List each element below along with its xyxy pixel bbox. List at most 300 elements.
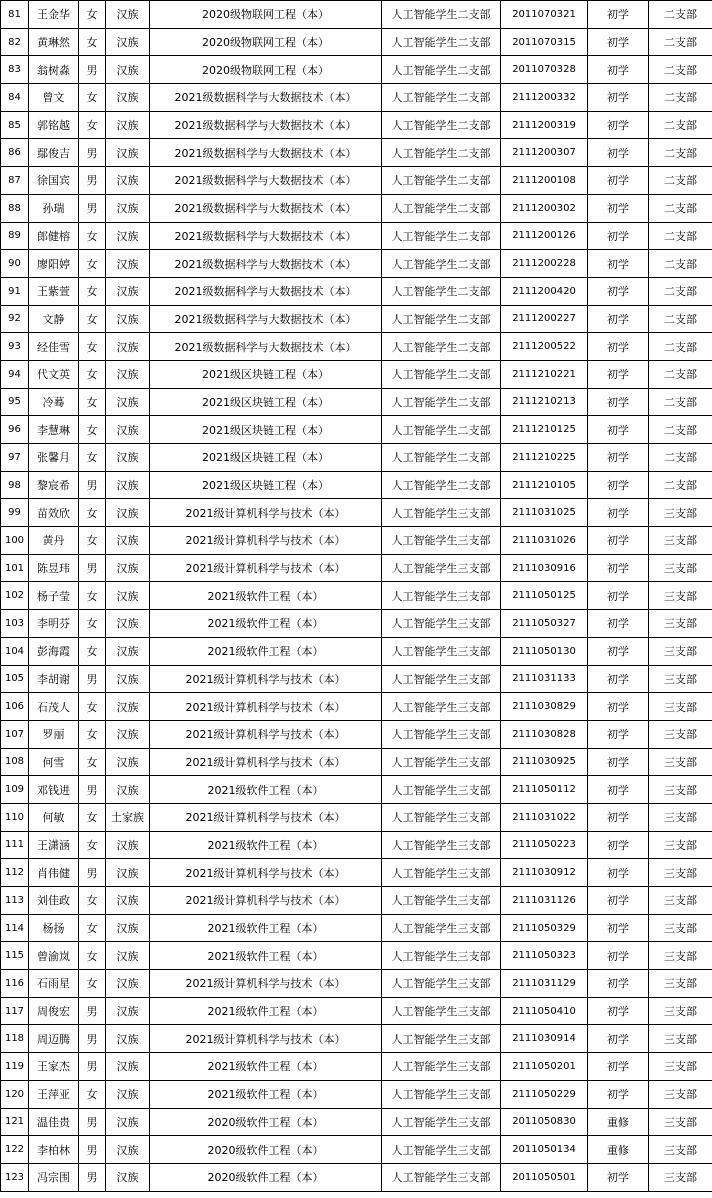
gender-cell: 女 (79, 1, 106, 29)
gender-cell: 女 (79, 1080, 106, 1108)
ethnicity-cell: 汉族 (106, 1, 150, 29)
gender-cell: 女 (79, 84, 106, 112)
row-index-cell: 109 (1, 776, 29, 804)
party-branch-cell: 人工智能学生二支部 (382, 388, 501, 416)
study-status-cell: 初学 (588, 748, 649, 776)
student-name-cell: 翁树淼 (29, 56, 79, 84)
gender-cell: 女 (79, 720, 106, 748)
ethnicity-cell: 汉族 (106, 28, 150, 56)
row-index-cell: 120 (1, 1080, 29, 1108)
branch-short-cell: 二支部 (649, 222, 712, 250)
row-index-cell: 98 (1, 471, 29, 499)
class-name-cell: 2021级数据科学与大数据技术（本） (150, 139, 382, 167)
branch-short-cell: 三支部 (649, 720, 712, 748)
row-index-cell: 93 (1, 333, 29, 361)
study-status-cell: 初学 (588, 167, 649, 195)
table-row (1, 970, 712, 998)
gender-cell: 男 (79, 167, 106, 195)
party-branch-cell: 人工智能学生三支部 (382, 1163, 501, 1191)
row-index-cell: 102 (1, 582, 29, 610)
gender-cell: 女 (79, 970, 106, 998)
row-index-cell: 85 (1, 111, 29, 139)
table-row (1, 1, 712, 29)
party-branch-cell: 人工智能学生三支部 (382, 997, 501, 1025)
student-id-cell: 2111050223 (501, 831, 588, 859)
table-row (1, 471, 712, 499)
gender-cell: 女 (79, 582, 106, 610)
row-index-cell: 104 (1, 637, 29, 665)
gender-cell: 男 (79, 859, 106, 887)
student-id-cell: 2111050201 (501, 1053, 588, 1081)
row-index-cell: 106 (1, 693, 29, 721)
class-name-cell: 2021级区块链工程（本） (150, 444, 382, 472)
study-status-cell: 初学 (588, 914, 649, 942)
table-row (1, 776, 712, 804)
ethnicity-cell: 汉族 (106, 887, 150, 915)
row-index-cell: 84 (1, 84, 29, 112)
table-row (1, 693, 712, 721)
gender-cell: 女 (79, 333, 106, 361)
ethnicity-cell: 汉族 (106, 471, 150, 499)
study-status-cell: 初学 (588, 859, 649, 887)
student-name-cell: 王紫萱 (29, 277, 79, 305)
gender-cell: 女 (79, 803, 106, 831)
gender-cell: 女 (79, 277, 106, 305)
student-name-cell: 苗效欣 (29, 499, 79, 527)
table-row (1, 1136, 712, 1164)
student-id-cell: 2111031129 (501, 970, 588, 998)
student-name-cell: 代文英 (29, 360, 79, 388)
class-name-cell: 2021级数据科学与大数据技术（本） (150, 111, 382, 139)
gender-cell: 女 (79, 610, 106, 638)
table-row (1, 887, 712, 915)
party-branch-cell: 人工智能学生三支部 (382, 859, 501, 887)
ethnicity-cell: 汉族 (106, 222, 150, 250)
class-name-cell: 2021级数据科学与大数据技术（本） (150, 250, 382, 278)
class-name-cell: 2020级物联网工程（本） (150, 1, 382, 29)
table-row (1, 111, 712, 139)
table-row (1, 803, 712, 831)
student-name-cell: 杨扬 (29, 914, 79, 942)
branch-short-cell: 二支部 (649, 139, 712, 167)
study-status-cell: 初学 (588, 333, 649, 361)
student-name-cell: 石茂人 (29, 693, 79, 721)
class-name-cell: 2021级计算机科学与技术（本） (150, 887, 382, 915)
row-index-cell: 113 (1, 887, 29, 915)
gender-cell: 女 (79, 693, 106, 721)
party-branch-cell: 人工智能学生二支部 (382, 56, 501, 84)
student-name-cell: 郎健榕 (29, 222, 79, 250)
table-row (1, 305, 712, 333)
study-status-cell: 初学 (588, 444, 649, 472)
study-status-cell: 初学 (588, 942, 649, 970)
class-name-cell: 2021级计算机科学与技术（本） (150, 803, 382, 831)
ethnicity-cell: 汉族 (106, 748, 150, 776)
table-row (1, 84, 712, 112)
class-name-cell: 2021级计算机科学与技术（本） (150, 527, 382, 555)
ethnicity-cell: 汉族 (106, 1025, 150, 1053)
ethnicity-cell: 汉族 (106, 167, 150, 195)
gender-cell: 男 (79, 139, 106, 167)
table-row (1, 831, 712, 859)
ethnicity-cell: 汉族 (106, 582, 150, 610)
student-id-cell: 2111031133 (501, 665, 588, 693)
table-row (1, 554, 712, 582)
gender-cell: 女 (79, 499, 106, 527)
student-id-cell: 2011070321 (501, 1, 588, 29)
party-branch-cell: 人工智能学生三支部 (382, 499, 501, 527)
class-name-cell: 2021级计算机科学与技术（本） (150, 693, 382, 721)
student-name-cell: 郭铭越 (29, 111, 79, 139)
study-status-cell: 初学 (588, 1080, 649, 1108)
student-name-cell: 李明芬 (29, 610, 79, 638)
study-status-cell: 初学 (588, 527, 649, 555)
party-branch-cell: 人工智能学生三支部 (382, 720, 501, 748)
ethnicity-cell: 汉族 (106, 610, 150, 638)
student-name-cell: 刘佳政 (29, 887, 79, 915)
class-name-cell: 2021级区块链工程（本） (150, 360, 382, 388)
table-row (1, 1053, 712, 1081)
table-row (1, 250, 712, 278)
student-name-cell: 王金华 (29, 1, 79, 29)
class-name-cell: 2021级软件工程（本） (150, 1080, 382, 1108)
ethnicity-cell: 汉族 (106, 139, 150, 167)
student-name-cell: 何雪 (29, 748, 79, 776)
row-index-cell: 90 (1, 250, 29, 278)
student-id-cell: 2111210125 (501, 416, 588, 444)
student-id-cell: 2111030828 (501, 720, 588, 748)
student-id-cell: 2111200227 (501, 305, 588, 333)
gender-cell: 男 (79, 997, 106, 1025)
student-name-cell: 邓钱进 (29, 776, 79, 804)
party-branch-cell: 人工智能学生三支部 (382, 637, 501, 665)
branch-short-cell: 三支部 (649, 859, 712, 887)
student-id-cell: 2111031126 (501, 887, 588, 915)
student-name-cell: 经佳雪 (29, 333, 79, 361)
student-id-cell: 2111200228 (501, 250, 588, 278)
ethnicity-cell: 汉族 (106, 665, 150, 693)
study-status-cell: 初学 (588, 139, 649, 167)
study-status-cell: 初学 (588, 997, 649, 1025)
row-index-cell: 82 (1, 28, 29, 56)
student-id-cell: 2111050130 (501, 637, 588, 665)
table-row (1, 527, 712, 555)
table-row (1, 416, 712, 444)
table-row (1, 665, 712, 693)
class-name-cell: 2020级物联网工程（本） (150, 28, 382, 56)
gender-cell: 女 (79, 222, 106, 250)
student-id-cell: 2011050501 (501, 1163, 588, 1191)
student-name-cell: 王家杰 (29, 1053, 79, 1081)
class-name-cell: 2021级数据科学与大数据技术（本） (150, 277, 382, 305)
gender-cell: 男 (79, 194, 106, 222)
gender-cell: 男 (79, 776, 106, 804)
study-status-cell: 初学 (588, 803, 649, 831)
study-status-cell: 初学 (588, 388, 649, 416)
party-branch-cell: 人工智能学生二支部 (382, 333, 501, 361)
class-name-cell: 2020级软件工程（本） (150, 1136, 382, 1164)
student-name-cell: 张馨月 (29, 444, 79, 472)
student-id-cell: 2111200302 (501, 194, 588, 222)
gender-cell: 男 (79, 1163, 106, 1191)
student-name-cell: 陈昱玮 (29, 554, 79, 582)
table-row (1, 333, 712, 361)
ethnicity-cell: 汉族 (106, 194, 150, 222)
gender-cell: 女 (79, 388, 106, 416)
ethnicity-cell: 汉族 (106, 527, 150, 555)
table-row (1, 139, 712, 167)
study-status-cell: 初学 (588, 277, 649, 305)
class-name-cell: 2021级计算机科学与技术（本） (150, 1025, 382, 1053)
student-id-cell: 2111200126 (501, 222, 588, 250)
class-name-cell: 2020级软件工程（本） (150, 1108, 382, 1136)
party-branch-cell: 人工智能学生三支部 (382, 942, 501, 970)
gender-cell: 女 (79, 831, 106, 859)
table-row (1, 444, 712, 472)
branch-short-cell: 三支部 (649, 665, 712, 693)
party-branch-cell: 人工智能学生二支部 (382, 84, 501, 112)
student-id-cell: 2111050323 (501, 942, 588, 970)
party-branch-cell: 人工智能学生二支部 (382, 250, 501, 278)
student-id-cell: 2111050329 (501, 914, 588, 942)
row-index-cell: 83 (1, 56, 29, 84)
row-index-cell: 111 (1, 831, 29, 859)
gender-cell: 女 (79, 111, 106, 139)
ethnicity-cell: 汉族 (106, 1108, 150, 1136)
study-status-cell: 初学 (588, 637, 649, 665)
gender-cell: 女 (79, 360, 106, 388)
ethnicity-cell: 汉族 (106, 831, 150, 859)
ethnicity-cell: 汉族 (106, 250, 150, 278)
class-name-cell: 2021级数据科学与大数据技术（本） (150, 167, 382, 195)
branch-short-cell: 三支部 (649, 1053, 712, 1081)
branch-short-cell: 二支部 (649, 1, 712, 29)
table-row (1, 277, 712, 305)
ethnicity-cell: 汉族 (106, 444, 150, 472)
study-status-cell: 初学 (588, 305, 649, 333)
branch-short-cell: 三支部 (649, 499, 712, 527)
student-name-cell: 周迈腾 (29, 1025, 79, 1053)
row-index-cell: 99 (1, 499, 29, 527)
branch-short-cell: 二支部 (649, 277, 712, 305)
party-branch-cell: 人工智能学生三支部 (382, 887, 501, 915)
ethnicity-cell: 土家族 (106, 803, 150, 831)
row-index-cell: 118 (1, 1025, 29, 1053)
class-name-cell: 2021级软件工程（本） (150, 997, 382, 1025)
party-branch-cell: 人工智能学生三支部 (382, 748, 501, 776)
student-id-cell: 2011050134 (501, 1136, 588, 1164)
study-status-cell: 重修 (588, 1136, 649, 1164)
party-branch-cell: 人工智能学生三支部 (382, 1025, 501, 1053)
row-index-cell: 94 (1, 360, 29, 388)
branch-short-cell: 二支部 (649, 111, 712, 139)
gender-cell: 男 (79, 1053, 106, 1081)
class-name-cell: 2020级软件工程（本） (150, 1163, 382, 1191)
ethnicity-cell: 汉族 (106, 693, 150, 721)
row-index-cell: 119 (1, 1053, 29, 1081)
table-row (1, 582, 712, 610)
ethnicity-cell: 汉族 (106, 1080, 150, 1108)
table-row (1, 997, 712, 1025)
gender-cell: 男 (79, 1108, 106, 1136)
gender-cell: 男 (79, 665, 106, 693)
party-branch-cell: 人工智能学生三支部 (382, 693, 501, 721)
ethnicity-cell: 汉族 (106, 1053, 150, 1081)
student-name-cell: 石雨星 (29, 970, 79, 998)
study-status-cell: 初学 (588, 720, 649, 748)
row-index-cell: 86 (1, 139, 29, 167)
table-row (1, 859, 712, 887)
student-id-cell: 2111200522 (501, 333, 588, 361)
class-name-cell: 2021级计算机科学与技术（本） (150, 665, 382, 693)
party-branch-cell: 人工智能学生三支部 (382, 1136, 501, 1164)
branch-short-cell: 三支部 (649, 942, 712, 970)
table-row (1, 388, 712, 416)
student-name-cell: 曾渝岚 (29, 942, 79, 970)
row-index-cell: 123 (1, 1163, 29, 1191)
party-branch-cell: 人工智能学生三支部 (382, 527, 501, 555)
study-status-cell: 重修 (588, 1108, 649, 1136)
student-id-cell: 2111210221 (501, 360, 588, 388)
class-name-cell: 2021级区块链工程（本） (150, 416, 382, 444)
party-branch-cell: 人工智能学生二支部 (382, 194, 501, 222)
study-status-cell: 初学 (588, 887, 649, 915)
student-id-cell: 2111030829 (501, 693, 588, 721)
student-name-cell: 李慧琳 (29, 416, 79, 444)
student-name-cell: 廖阳婷 (29, 250, 79, 278)
gender-cell: 女 (79, 748, 106, 776)
branch-short-cell: 三支部 (649, 776, 712, 804)
ethnicity-cell: 汉族 (106, 970, 150, 998)
class-name-cell: 2021级软件工程（本） (150, 610, 382, 638)
ethnicity-cell: 汉族 (106, 84, 150, 112)
study-status-cell: 初学 (588, 693, 649, 721)
party-branch-cell: 人工智能学生三支部 (382, 1080, 501, 1108)
table-row (1, 28, 712, 56)
gender-cell: 女 (79, 305, 106, 333)
study-status-cell: 初学 (588, 1, 649, 29)
student-id-cell: 2111210213 (501, 388, 588, 416)
gender-cell: 女 (79, 250, 106, 278)
ethnicity-cell: 汉族 (106, 360, 150, 388)
branch-short-cell: 二支部 (649, 194, 712, 222)
ethnicity-cell: 汉族 (106, 776, 150, 804)
table-row (1, 942, 712, 970)
ethnicity-cell: 汉族 (106, 416, 150, 444)
student-id-cell: 2111050112 (501, 776, 588, 804)
row-index-cell: 121 (1, 1108, 29, 1136)
branch-short-cell: 二支部 (649, 444, 712, 472)
class-name-cell: 2021级数据科学与大数据技术（本） (150, 222, 382, 250)
student-id-cell: 2111200307 (501, 139, 588, 167)
party-branch-cell: 人工智能学生二支部 (382, 360, 501, 388)
table-row (1, 167, 712, 195)
student-name-cell: 李胡谢 (29, 665, 79, 693)
study-status-cell: 初学 (588, 610, 649, 638)
ethnicity-cell: 汉族 (106, 305, 150, 333)
gender-cell: 男 (79, 471, 106, 499)
class-name-cell: 2021级计算机科学与技术（本） (150, 970, 382, 998)
party-branch-cell: 人工智能学生三支部 (382, 803, 501, 831)
class-name-cell: 2021级软件工程（本） (150, 1053, 382, 1081)
gender-cell: 女 (79, 914, 106, 942)
ethnicity-cell: 汉族 (106, 388, 150, 416)
party-branch-cell: 人工智能学生三支部 (382, 776, 501, 804)
table-row (1, 222, 712, 250)
table-row (1, 610, 712, 638)
party-branch-cell: 人工智能学生三支部 (382, 914, 501, 942)
ethnicity-cell: 汉族 (106, 720, 150, 748)
branch-short-cell: 三支部 (649, 914, 712, 942)
party-branch-cell: 人工智能学生二支部 (382, 139, 501, 167)
student-id-cell: 2011070328 (501, 56, 588, 84)
party-branch-cell: 人工智能学生二支部 (382, 28, 501, 56)
branch-short-cell: 三支部 (649, 1025, 712, 1053)
row-index-cell: 87 (1, 167, 29, 195)
student-id-cell: 2111030914 (501, 1025, 588, 1053)
student-name-cell: 肖伟健 (29, 859, 79, 887)
student-id-cell: 2111050327 (501, 610, 588, 638)
study-status-cell: 初学 (588, 1025, 649, 1053)
student-name-cell: 黄琳然 (29, 28, 79, 56)
party-branch-cell: 人工智能学生三支部 (382, 554, 501, 582)
student-name-cell: 黎宸希 (29, 471, 79, 499)
class-name-cell: 2021级软件工程（本） (150, 914, 382, 942)
party-branch-cell: 人工智能学生二支部 (382, 444, 501, 472)
class-name-cell: 2021级数据科学与大数据技术（本） (150, 84, 382, 112)
branch-short-cell: 三支部 (649, 803, 712, 831)
student-id-cell: 2011050830 (501, 1108, 588, 1136)
student-name-cell: 文静 (29, 305, 79, 333)
row-index-cell: 91 (1, 277, 29, 305)
class-name-cell: 2021级计算机科学与技术（本） (150, 499, 382, 527)
branch-short-cell: 三支部 (649, 887, 712, 915)
row-index-cell: 101 (1, 554, 29, 582)
party-branch-cell: 人工智能学生三支部 (382, 831, 501, 859)
student-name-cell: 冷蓦 (29, 388, 79, 416)
student-id-cell: 2111030925 (501, 748, 588, 776)
table-row (1, 194, 712, 222)
student-id-cell: 2111200332 (501, 84, 588, 112)
study-status-cell: 初学 (588, 416, 649, 444)
class-name-cell: 2021级数据科学与大数据技术（本） (150, 333, 382, 361)
party-branch-cell: 人工智能学生三支部 (382, 582, 501, 610)
gender-cell: 男 (79, 554, 106, 582)
branch-short-cell: 三支部 (649, 970, 712, 998)
row-index-cell: 89 (1, 222, 29, 250)
class-name-cell: 2021级软件工程（本） (150, 942, 382, 970)
student-id-cell: 2111031022 (501, 803, 588, 831)
study-status-cell: 初学 (588, 665, 649, 693)
table-row (1, 1025, 712, 1053)
party-branch-cell: 人工智能学生二支部 (382, 111, 501, 139)
row-index-cell: 122 (1, 1136, 29, 1164)
ethnicity-cell: 汉族 (106, 1136, 150, 1164)
party-branch-cell: 人工智能学生三支部 (382, 610, 501, 638)
row-index-cell: 115 (1, 942, 29, 970)
branch-short-cell: 二支部 (649, 305, 712, 333)
branch-short-cell: 二支部 (649, 28, 712, 56)
row-index-cell: 112 (1, 859, 29, 887)
branch-short-cell: 二支部 (649, 416, 712, 444)
class-name-cell: 2021级软件工程（本） (150, 582, 382, 610)
branch-short-cell: 三支部 (649, 582, 712, 610)
student-id-cell: 2111030912 (501, 859, 588, 887)
student-id-cell: 2111050229 (501, 1080, 588, 1108)
student-name-cell: 黄丹 (29, 527, 79, 555)
gender-cell: 女 (79, 527, 106, 555)
student-id-cell: 2111031025 (501, 499, 588, 527)
